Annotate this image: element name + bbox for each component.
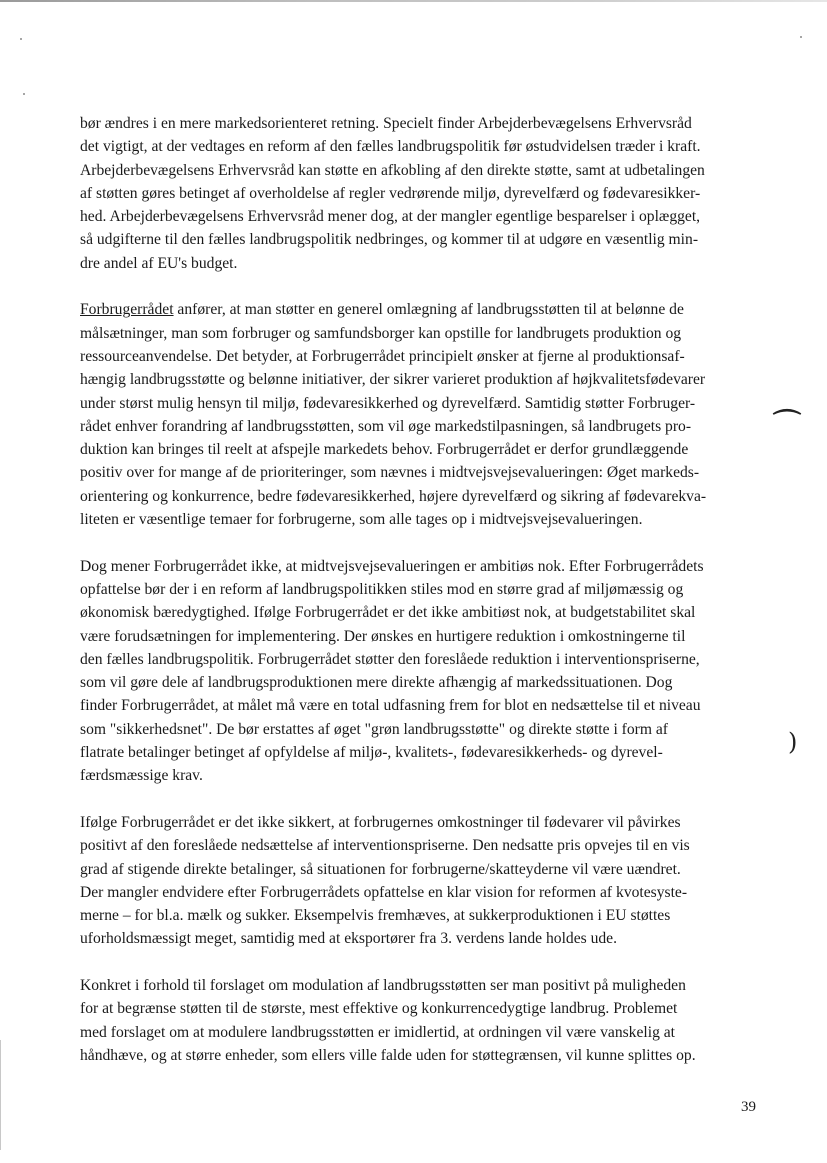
- text-line: af støtten gøres betinget af overholdelse af regler vedrørende miljø, dyrevelfærd og fødevaresikker-: [80, 184, 701, 202]
- text-line: være forudsætningen for implementering. Der ønskes en hurtigere reduktion i omkostningerne til: [80, 627, 686, 645]
- text-line: orientering og konkurrence, bedre fødevaresikkerhed, højere dyrevelfærd og sikring af fødevarekva-: [80, 487, 707, 505]
- paragraph: [80, 974, 770, 1067]
- text-line: dre andel af EU's budget.: [80, 254, 238, 272]
- text-line: som vil gøre dele af landbrugsproduktionen mere direkte afhængig af markedssituationen. Dog: [80, 674, 673, 692]
- text-line: målsætninger, man som forbruger og samfundsborger kan opstille for landbrugets produktion og: [80, 324, 682, 342]
- text-line: det vigtigt, at der vedtages en reform af den fælles landbrugspolitik før østudvidelsen træder i kraft.: [80, 138, 701, 156]
- text-line: Arbejderbevægelsens Erhvervsråd kan støtte en afkobling af den direkte støtte, samt at udbetalingen: [80, 161, 705, 179]
- text-line: finder Forbrugerrådet, at målet må være en total udfasning frem for blot en nedsættelse til et niveau: [80, 697, 701, 715]
- text-line: grad af stigende direkte betalinger, så situationen for forbrugerne/skatteyderne vil være uændret.: [80, 860, 681, 878]
- text-line: duktion kan bringes til reelt at afspejle markedets behov. Forbrugerrådet er derfor grundlæggende: [80, 441, 689, 459]
- text-line: økonomisk bæredygtighed. Ifølge Forbrugerrådet er det ikke ambitiøst nok, at budgetstabilitet skal: [80, 604, 696, 622]
- paragraph: [80, 811, 770, 951]
- text-line: ressourceanvendelse. Det betyder, at Forbrugerrådet principielt ønsker at fjerne al produktionsaf-: [80, 347, 685, 365]
- text-line: som "sikkerhedsnet". De bør erstattes af øget "grøn landbrugsstøtte" og direkte støtte i form af: [80, 720, 668, 738]
- margin-bracket-mark: ): [788, 728, 798, 756]
- text-line: færdsmæssige krav.: [80, 767, 203, 785]
- text-line: Ifølge Forbrugerrådet er det ikke sikkert, at forbrugernes omkostninger til fødevarer vil påvirkes: [80, 813, 681, 831]
- text-line: hængig landbrugsstøtte og belønne initiativer, der sikrer varieret produktion af højkvalitetsfødevarer: [80, 371, 706, 389]
- text-line: Der mangler endvidere efter Forbrugerrådets opfattelse en klar vision for reformen af kvotesyste-: [80, 883, 688, 901]
- text-line: med forslaget om at modulere landbrugsstøtten er imidlertid, at ordningen vil være vanskelig at: [80, 1023, 676, 1041]
- text-line: så udgifterne til den fælles landbrugspolitik nedbringes, og kommer til at udgøre en væsentlig min-: [80, 231, 699, 249]
- text-line: merne – for bl.a. mælk og sukker. Eksempelvis fremhæves, at sukkerproduktionen i EU støttes: [80, 907, 671, 925]
- text-line: bør ændres i en mere markedsorienteret retning. Specielt finder Arbejderbevægelsens Erhvervsråd: [80, 115, 692, 132]
- text-line: hed. Arbejderbevægelsens Erhvervsråd mener dog, at der mangler egentlige besparelser i oplægget,: [80, 208, 701, 226]
- paragraph: [80, 555, 770, 788]
- scan-speck: [800, 36, 802, 38]
- scan-top-edge: [0, 0, 827, 2]
- text-line: flatrate betalinger betinget af opfyldelse af miljø-, kvalitets-, fødevaresikkerheds- og dyrevel-: [80, 744, 663, 762]
- text-line: positiv over for mange af de prioriteringer, som nævnes i midtvejsvejsevalueringen: Øget markeds-: [80, 464, 700, 482]
- scan-speck: [20, 38, 22, 40]
- organization-name: Forbrugerrådet: [80, 301, 174, 319]
- text-line: for at begrænse støtten til de største, mest effektive og konkurrencedygtige landbrug. Problemet: [80, 1000, 678, 1018]
- scan-speck: [23, 93, 25, 95]
- text-line: Dog mener Forbrugerrådet ikke, at midtvejsvejsevalueringen er ambitiøs nok. Efter Forbrugerrådets: [80, 557, 704, 575]
- text-line-rest: anfører, at man støtter en generel omlægning af landbrugsstøtten til at belønne de: [173, 301, 684, 319]
- scan-left-edge: [0, 1040, 1, 1150]
- text-line: Konkret i forhold til forslaget om modulation af landbrugsstøtten ser man positivt på muligheden: [80, 976, 686, 994]
- document-body: [80, 112, 770, 1090]
- text-line: rådet enhver forandring af landbrugsstøtten, som vil øge markedstilpasningen, så landbrugets pro-: [80, 417, 692, 435]
- margin-bracket-mark: ⌒: [773, 407, 802, 440]
- text-line: [80, 298, 770, 321]
- page-number: 39: [741, 1099, 756, 1115]
- text-line: under størst mulig hensyn til miljø, fødevaresikkerhed og dyrevelfærd. Samtidig støtter Forbruger-: [80, 394, 696, 412]
- text-line: den fælles landbrugspolitik. Forbrugerrådet støtter den foreslåede reduktion i interventionspriserne,: [80, 650, 700, 668]
- text-line: opfattelse bør der i en reform af landbrugspolitikken stiles mod en større grad af miljømæssig og: [80, 580, 684, 598]
- text-line: håndhæve, og at større enheder, som ellers ville falde uden for støttegrænsen, vil kunne splittes op.: [80, 1046, 696, 1064]
- text-line: positivt af den foreslåede nedsættelse af interventionspriserne. Den nedsatte pris opvejes til en vis: [80, 837, 690, 855]
- text-line: liteten er væsentlige temaer for forbrugerne, som alle tages op i midtvejsvejsevalueringen.: [80, 511, 643, 529]
- paragraph: [80, 298, 770, 531]
- text-line: uforholdsmæssigt meget, samtidig med at eksportører fra 3. verdens lande holdes ude.: [80, 930, 617, 948]
- paragraph: [80, 112, 770, 275]
